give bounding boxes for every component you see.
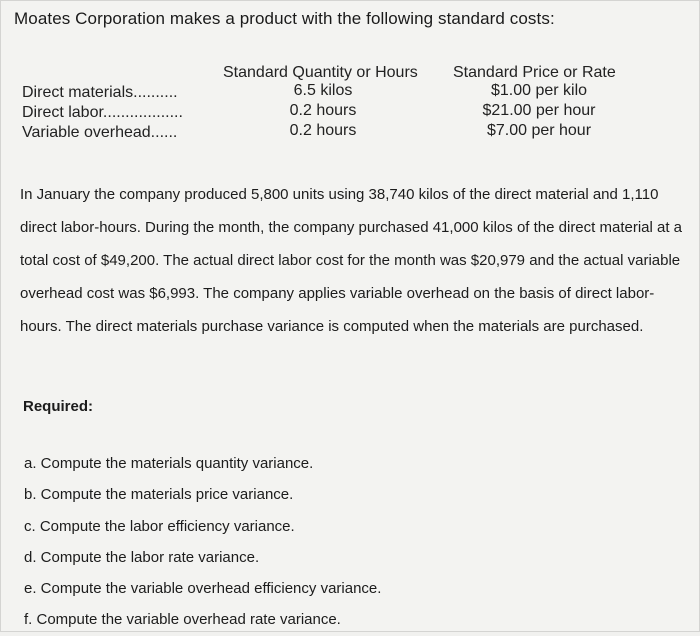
list-item: f. Compute the variable overhead rate variance. xyxy=(24,611,341,629)
quantity-column-header: Standard Quantity or Hours xyxy=(223,64,418,81)
row-label-variable-overhead: Variable overhead...... xyxy=(22,124,178,141)
row-label-direct-labor: Direct labor.................. xyxy=(22,104,183,121)
list-item: e. Compute the variable overhead efficiency variance. xyxy=(24,580,382,598)
price-variable-overhead: $7.00 per hour xyxy=(486,122,592,139)
list-item: c. Compute the labor efficiency variance. xyxy=(24,517,295,535)
list-item: b. Compute the materials price variance. xyxy=(24,486,294,504)
required-label: Required: xyxy=(23,398,94,415)
price-direct-labor: $21.00 per hour xyxy=(482,102,596,119)
quantity-variable-overhead: 0.2 hours xyxy=(289,122,357,139)
quantity-direct-labor: 0.2 hours xyxy=(289,102,357,119)
row-label-direct-materials: Direct materials.......... xyxy=(22,84,178,101)
list-item: d. Compute the labor rate variance. xyxy=(24,548,260,566)
problem-description: In January the company produced 5,800 units using 38,740 kilos of the direct material and 1,110 direct labor-hours. During the month, the company purchased 41,000 kilos of the direct material at a total cost of $49,200. The actual direct labor cost for the month was $20,979 and the actual variable overhead cost was $6,993. The company applies variable overhead on the basis of direct labor-hours. The direct materials purchase variance is computed when the materials are purchased. xyxy=(20,186,683,335)
quantity-direct-materials: 6.5 kilos xyxy=(293,82,353,99)
list-item: a. Compute the materials quantity variance. xyxy=(24,455,314,472)
price-column-header: Standard Price or Rate xyxy=(453,64,616,81)
price-direct-materials: $1.00 per kilo xyxy=(490,82,588,99)
problem-heading: Moates Corporation makes a product with the following standard costs: xyxy=(14,9,555,28)
task-list xyxy=(24,448,381,636)
